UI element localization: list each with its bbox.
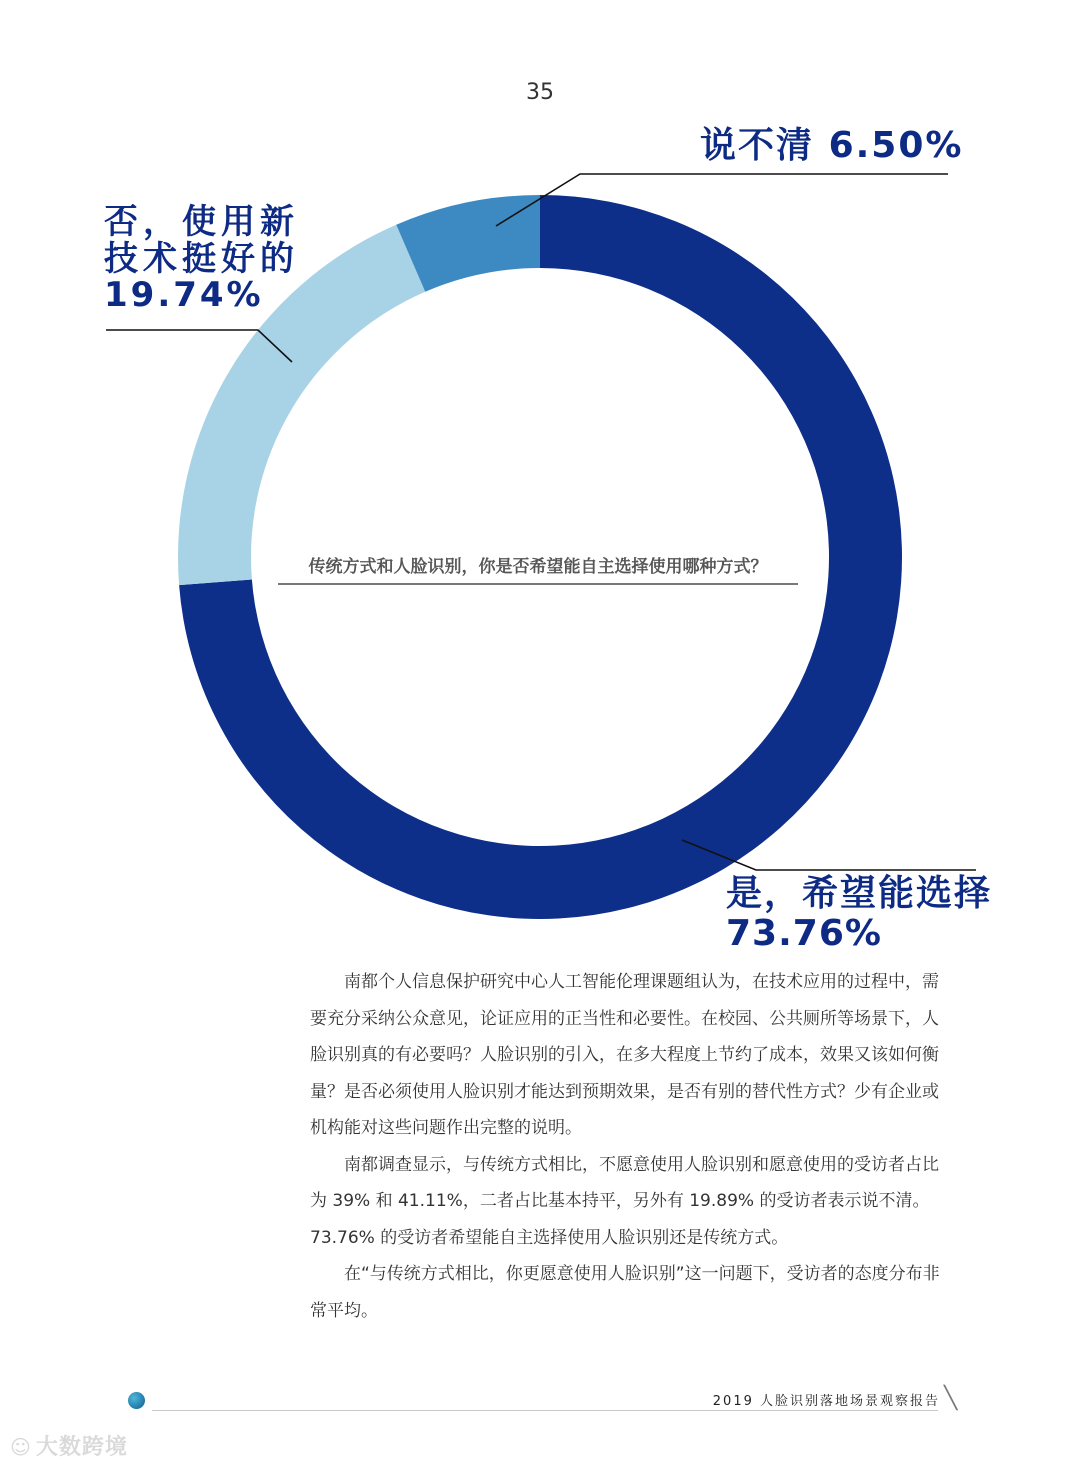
- label-no: [104, 204, 299, 315]
- body-paragraph-2: 南都调查显示，与传统方式相比，不愿意使用人脸识别和愿意使用的受访者占比为 39% 和 41.11%，二者占比基本持平，另外有 19.89% 的受访者表示说不清。73.76% 的受访者希望能自主选择使用人脸识别还是传统方式。: [310, 1154, 939, 1248]
- label-yes-value: 73.76%: [726, 913, 882, 954]
- label-unclear-name: 说不清: [700, 125, 815, 166]
- chart-title: 传统方式和人脸识别，你是否希望能自主选择使用哪种方式？: [278, 552, 798, 585]
- footer-title: 2019 人脸识别落地场景观察报告: [712, 1394, 940, 1409]
- footer-dot-icon: [128, 1392, 145, 1409]
- label-unclear: [700, 125, 964, 166]
- page-number: 35: [526, 80, 554, 105]
- label-yes: [726, 873, 993, 954]
- label-no-value: 19.74%: [104, 275, 264, 316]
- label-no-name: 否，使用新 技术挺好的: [104, 202, 299, 279]
- body-text: [310, 964, 950, 1329]
- footer-slash-icon: ╲: [944, 1386, 958, 1411]
- footer: [128, 1392, 940, 1410]
- footer-divider: [152, 1410, 938, 1411]
- watermark-text: 大数跨境: [35, 1435, 128, 1460]
- label-unclear-value: 6.50%: [828, 125, 964, 166]
- body-paragraph-3: 在“与传统方式相比，你更愿意使用人脸识别”这一问题下，受访者的态度分布非常平均。: [310, 1264, 940, 1321]
- watermark-logo-icon: ☺: [10, 1435, 32, 1459]
- watermark: [10, 1430, 128, 1461]
- body-paragraph-1: 南都个人信息保护研究中心人工智能伦理课题组认为，在技术应用的过程中，需要充分采纳公众意见，论证应用的正当性和必要性。在校园、公共厕所等场景下，人脸识别真的有必要吗？人脸识别的引入，在多大程度上节约了成本，效果又该如何衡量？是否必须使用人脸识别才能达到预期效果，是否有别的替代性方式？少有企业或机构能对这些问题作出完整的说明。: [310, 972, 939, 1138]
- label-yes-name: 是，希望能选择: [726, 873, 993, 914]
